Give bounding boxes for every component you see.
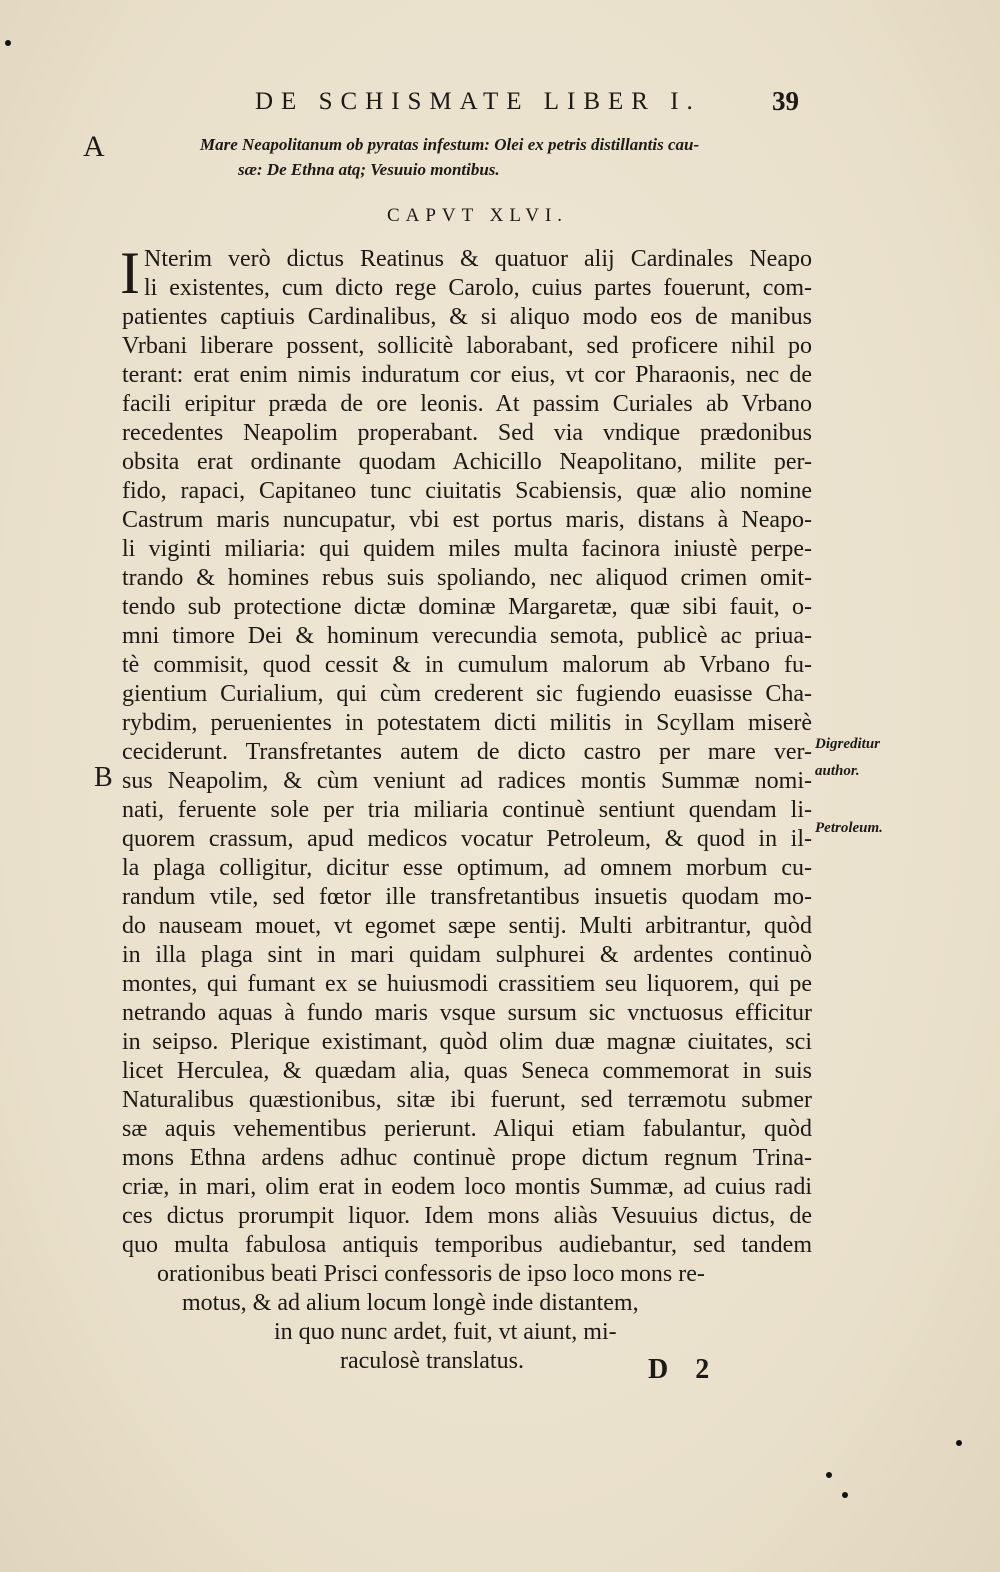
body-line: tendo sub protectione dictæ dominæ Margaretæ, quæ sibi fauit, o- xyxy=(122,594,812,620)
body-line-taper: raculosè translatus. xyxy=(340,1348,524,1374)
body-line: ceciderunt. Transfretantes autem de dicto castro per mare ver- xyxy=(122,739,812,765)
body-line: tè commisit, quod cessit & in cumulum malorum ab Vrbano fu- xyxy=(122,652,812,678)
signature-mark: D 2 xyxy=(648,1354,720,1385)
body-line: Nterim verò dictus Reatinus & quatuor alij Cardinales Neapo xyxy=(144,246,812,272)
body-line: obsita erat ordinante quodam Achicillo Neapolitano, milite per- xyxy=(122,449,812,475)
body-line: ces dictus prorumpit liquor. Idem mons aliàs Vesuuius dictus, de xyxy=(122,1203,812,1229)
body-line: trando & homines rebus suis spoliando, nec aliquod crimen omit- xyxy=(122,565,812,591)
ink-speck xyxy=(5,40,11,46)
summary-line-2: sæ: De Ethna atq; Vesuuio montibus. xyxy=(238,160,500,179)
body-line: quo multa fabulosa antiquis temporibus audiebantur, sed tandem xyxy=(122,1232,812,1258)
section-marker-a: A xyxy=(83,130,105,163)
body-line: terant: erat enim nimis induratum cor eius, vt cor Pharaonis, nec de xyxy=(122,362,812,388)
chapter-summary xyxy=(200,132,760,182)
ink-speck xyxy=(826,1472,832,1478)
body-line: montes, qui fumant ex se huiusmodi crassitiem seu liquorem, qui pe xyxy=(122,971,812,997)
summary-line-1: Mare Neapolitanum ob pyratas infestum: Olei ex petris distillantis cau- xyxy=(200,135,700,154)
body-line: mni timore Dei & hominum verecundia semota, publicè ac priua- xyxy=(122,623,812,649)
body-line: do nauseam mouet, vt egomet sæpe sentij. Multi arbitrantur, quòd xyxy=(122,913,812,939)
body-line: sus Neapolim, & cùm veniunt ad radices montis Summæ nomi- xyxy=(122,768,812,794)
body-line-taper: in quo nunc ardet, fuit, vt aiunt, mi- xyxy=(274,1319,617,1345)
body-line: Vrbani liberare possent, sollicitè laborabant, sed proficere nihil po xyxy=(122,333,812,359)
ink-speck xyxy=(842,1492,848,1498)
body-line-taper: motus, & ad alium locum longè inde distantem, xyxy=(182,1290,639,1316)
ink-speck xyxy=(956,1440,962,1446)
running-title: DE SCHISMATE LIBER I. xyxy=(255,88,701,115)
margin-note-author: author. xyxy=(815,763,860,779)
margin-note-petroleum: Petroleum. xyxy=(815,820,883,836)
body-line: li viginti miliaria: qui quidem miles multa facinora iniustè perpe- xyxy=(122,536,812,562)
section-marker-b: B xyxy=(94,762,113,793)
chapter-title: CAPVT XLVI. xyxy=(386,205,569,226)
body-line: li existentes, cum dicto rege Carolo, cuius partes fouerunt, com- xyxy=(144,275,812,301)
body-line: quorem crassum, apud medicos vocatur Petroleum, & quod in il- xyxy=(122,826,812,852)
body-line: gientium Curialium, qui cùm crederent sic fugiendo euasisse Cha- xyxy=(122,681,812,707)
body-line: netrando aquas à fundo maris vsque sursum sic vnctuosus efficitur xyxy=(122,1000,812,1026)
body-text xyxy=(120,240,812,1376)
body-line: sæ aquis vehementibus perierunt. Aliqui etiam fabulantur, quòd xyxy=(122,1116,812,1142)
body-line: in illa plaga sint in mari quidam sulphurei & ardentes continuò xyxy=(122,942,812,968)
body-line: licet Herculea, & quædam alia, quas Seneca commemorat in suis xyxy=(122,1058,812,1084)
body-line: facili eripitur præda de ore leonis. At passim Curiales ab Vrbano xyxy=(122,391,812,417)
body-line: in seipso. Plerique existimant, quòd olim duæ magnæ ciuitates, sci xyxy=(122,1029,812,1055)
body-line: nati, feruente sole per tria miliaria continuè sentiunt quendam li- xyxy=(122,797,812,823)
body-line: Castrum maris nuncupatur, vbi est portus maris, distans à Neapo- xyxy=(122,507,812,533)
body-line: fido, rapaci, Capitaneo tunc ciuitatis Scabiensis, quæ alio nomine xyxy=(122,478,812,504)
body-line: Naturalibus quæstionibus, sitæ ibi fuerunt, sed terræmotu submer xyxy=(122,1087,812,1113)
body-line: patientes captiuis Cardinalibus, & si aliquo modo eos de manibus xyxy=(122,304,812,330)
body-line-taper: orationibus beati Prisci confessoris de ipso loco mons re- xyxy=(157,1261,705,1287)
body-line: recedentes Neapolim properabant. Sed via vndique prædonibus xyxy=(122,420,812,446)
body-line: criæ, in mari, olim erat in eodem loco montis Summæ, ad cuius radi xyxy=(122,1174,812,1200)
page-number: 39 xyxy=(772,86,799,116)
drop-cap-initial: I xyxy=(120,240,140,306)
page-header xyxy=(0,88,1000,128)
body-line: randum vtile, sed fœtor ille transfretantibus insuetis quodam mo- xyxy=(122,884,812,910)
body-line: mons Ethna ardens adhuc continuè prope dictum regnum Trina- xyxy=(122,1145,812,1171)
body-line: rybdim, peruenientes in potestatem dicti militis in Scyllam miserè xyxy=(122,710,812,736)
margin-note-digreditur: Digreditur xyxy=(815,736,881,752)
body-line: la plaga colligitur, dicitur esse optimum, ad omnem morbum cu- xyxy=(122,855,812,881)
